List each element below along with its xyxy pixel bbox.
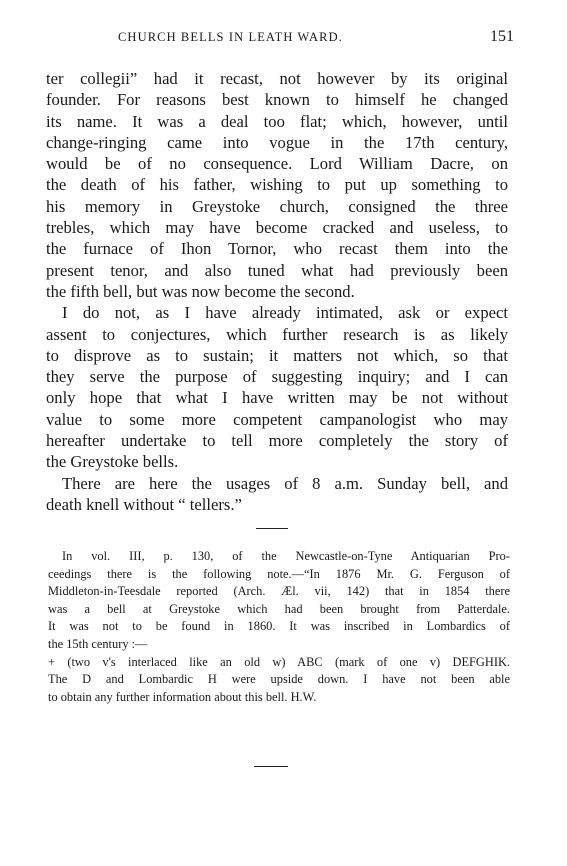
body-line: death knell without “ tellers.” [46,494,242,514]
body-line: trebles, which may have become cracked and useless, to [46,218,508,238]
body-line: only hope that what I have written may be not without [46,388,508,408]
page-number: 151 [490,28,514,45]
body-line: its name. It was a deal too flat; which, however, until [46,111,508,131]
footnote-line: In vol. III, p. 130, of the Newcastle-on-Tyne Antiquarian Pro- [62,549,510,563]
footnote-line: It was not to be found in 1860. It was inscribed in Lombardics of [48,619,510,634]
section-divider [256,528,288,529]
footnote-line: the 15th century :— [48,636,148,651]
end-divider [254,766,288,767]
body-line: founder. For reasons best known to himself he changed [46,90,508,110]
footnote-line: ceedings there is the following note.—“In 1876 Mr. G. Ferguson of [48,566,510,581]
body-line: assent to conjectures, which further research is as likely [46,324,508,344]
body-line: would be of no consequence. Lord William Dacre, on [46,154,508,174]
paragraph-start-line: There are here the usages of 8 a.m. Sunday bell, and [62,473,508,493]
body-line: value to some more competent campanologist who may [46,409,508,429]
body-line: to disprove as to sustain; it matters not which, so that [46,345,508,365]
body-line: the death of his father, wishing to put up something to [46,175,508,195]
body-line: hereafter undertake to tell more completely the story of [46,431,508,451]
running-title: CHURCH BELLS IN LEATH WARD. [118,30,343,44]
running-head [46,30,514,48]
body-line: his memory in Greystoke church, consigned the three [46,196,508,216]
footnote-line: to obtain any further information about this bell. H.W. [48,689,317,704]
footnote-inscription-line: + (two v's interlaced like an old w) ABC (mark of one v) DEFGHIK. [48,654,510,669]
body-line: present tenor, and also tuned what had previously been [46,260,508,280]
body-text [46,68,508,515]
body-line: the Greystoke bells. [46,452,179,472]
body-line: ter collegii” had it recast, not however by its original [46,69,508,88]
paragraph-start-line: I do not, as I have already intimated, ask or expect [62,303,508,323]
footnote-line: was a bell at Greystoke which had been brought from Patterdale. [48,601,510,616]
body-line: they serve the purpose of suggesting inquiry; and I can [46,367,508,387]
body-line: the fifth bell, but was now become the second. [46,281,355,301]
footnote [48,548,510,706]
footnote-line: Middleton-in-Teesdale reported (Arch. Æl. vii, 142) that in 1854 there [48,584,510,599]
footnote-line: The D and Lombardic H were upside down. I have not been able [48,672,510,687]
body-line: change-ringing came into vogue in the 17th century, [46,132,508,152]
body-line: the furnace of Ihon Tornor, who recast them into the [46,239,508,259]
